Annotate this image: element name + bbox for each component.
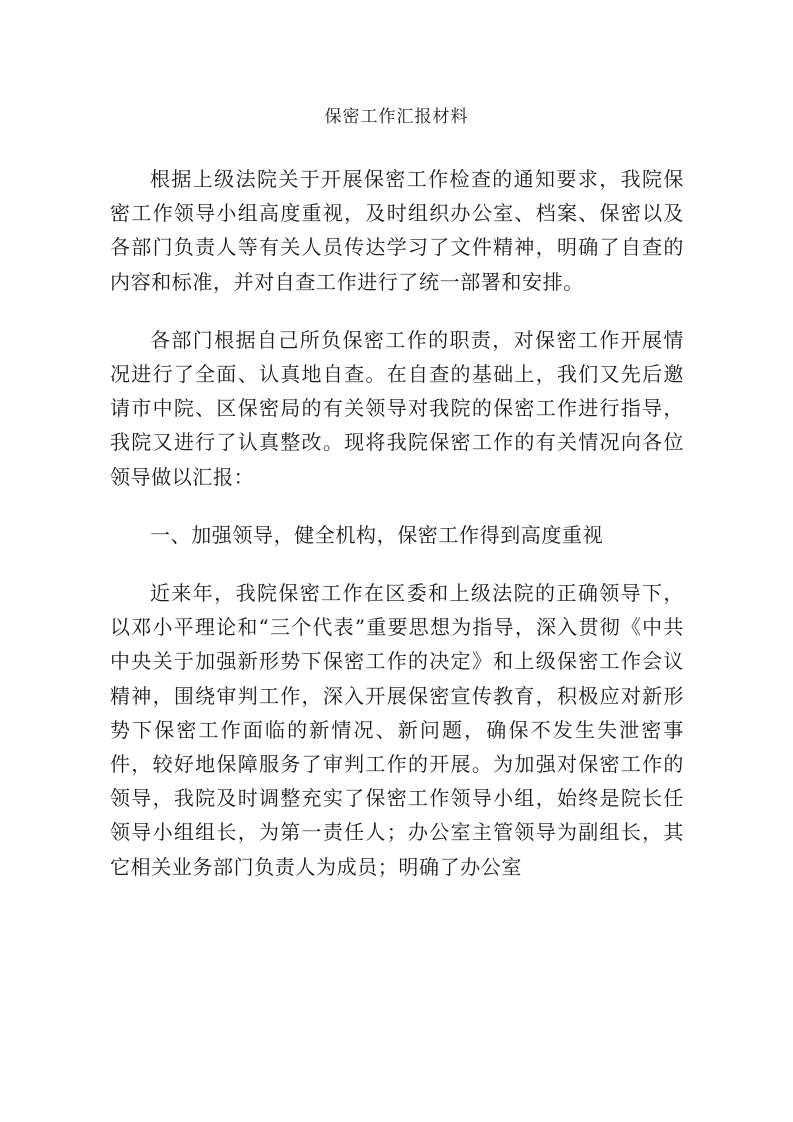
paragraph-self-inspection: 各部门根据自己所负保密工作的职责，对保密工作开展情况进行了全面、认真地自查。在自查的基础上，我们又先后邀请市中院、区保密局的有关领导对我院的保密工作进行指导，我院又进行了认真整改。现将我院保密工作的有关情况向各位领导做以汇报： — [110, 327, 684, 489]
section-heading-1: 一、加强领导，健全机构，保密工作得到高度重视 — [150, 522, 604, 547]
document-body — [110, 162, 684, 908]
paragraph-leadership: 近来年，我院保密工作在区委和上级法院的正确领导下，以邓小平理论和“三个代表”重要思想为指导，深入贯彻《中共中央关于加强新形势下保密工作的决定》和上级保密工作会议精神，围绕审判工作，深入开展保密宣传教育，积极应对新形势下保密工作面临的新情况、新问题，确保不发生失泄密事件，较好地保障服务了审判工作的开展。为加强对保密工作的领导，我院及时调整充实了保密工作领导小组，始终是院长任领导小组组长，为第一责任人；办公室主管领导为副组长，其它相关业务部门负责人为成员；明确了办公室 — [110, 581, 684, 879]
paragraph-intro: 根据上级法院关于开展保密工作检查的通知要求，我院保密工作领导小组高度重视，及时组织办公室、档案、保密以及各部门负责人等有关人员传达学习了文件精神，明确了自查的内容和标准，并对自查工作进行了统一部署和安排。 — [110, 167, 684, 294]
document-title: 保密工作汇报材料 — [324, 107, 469, 127]
